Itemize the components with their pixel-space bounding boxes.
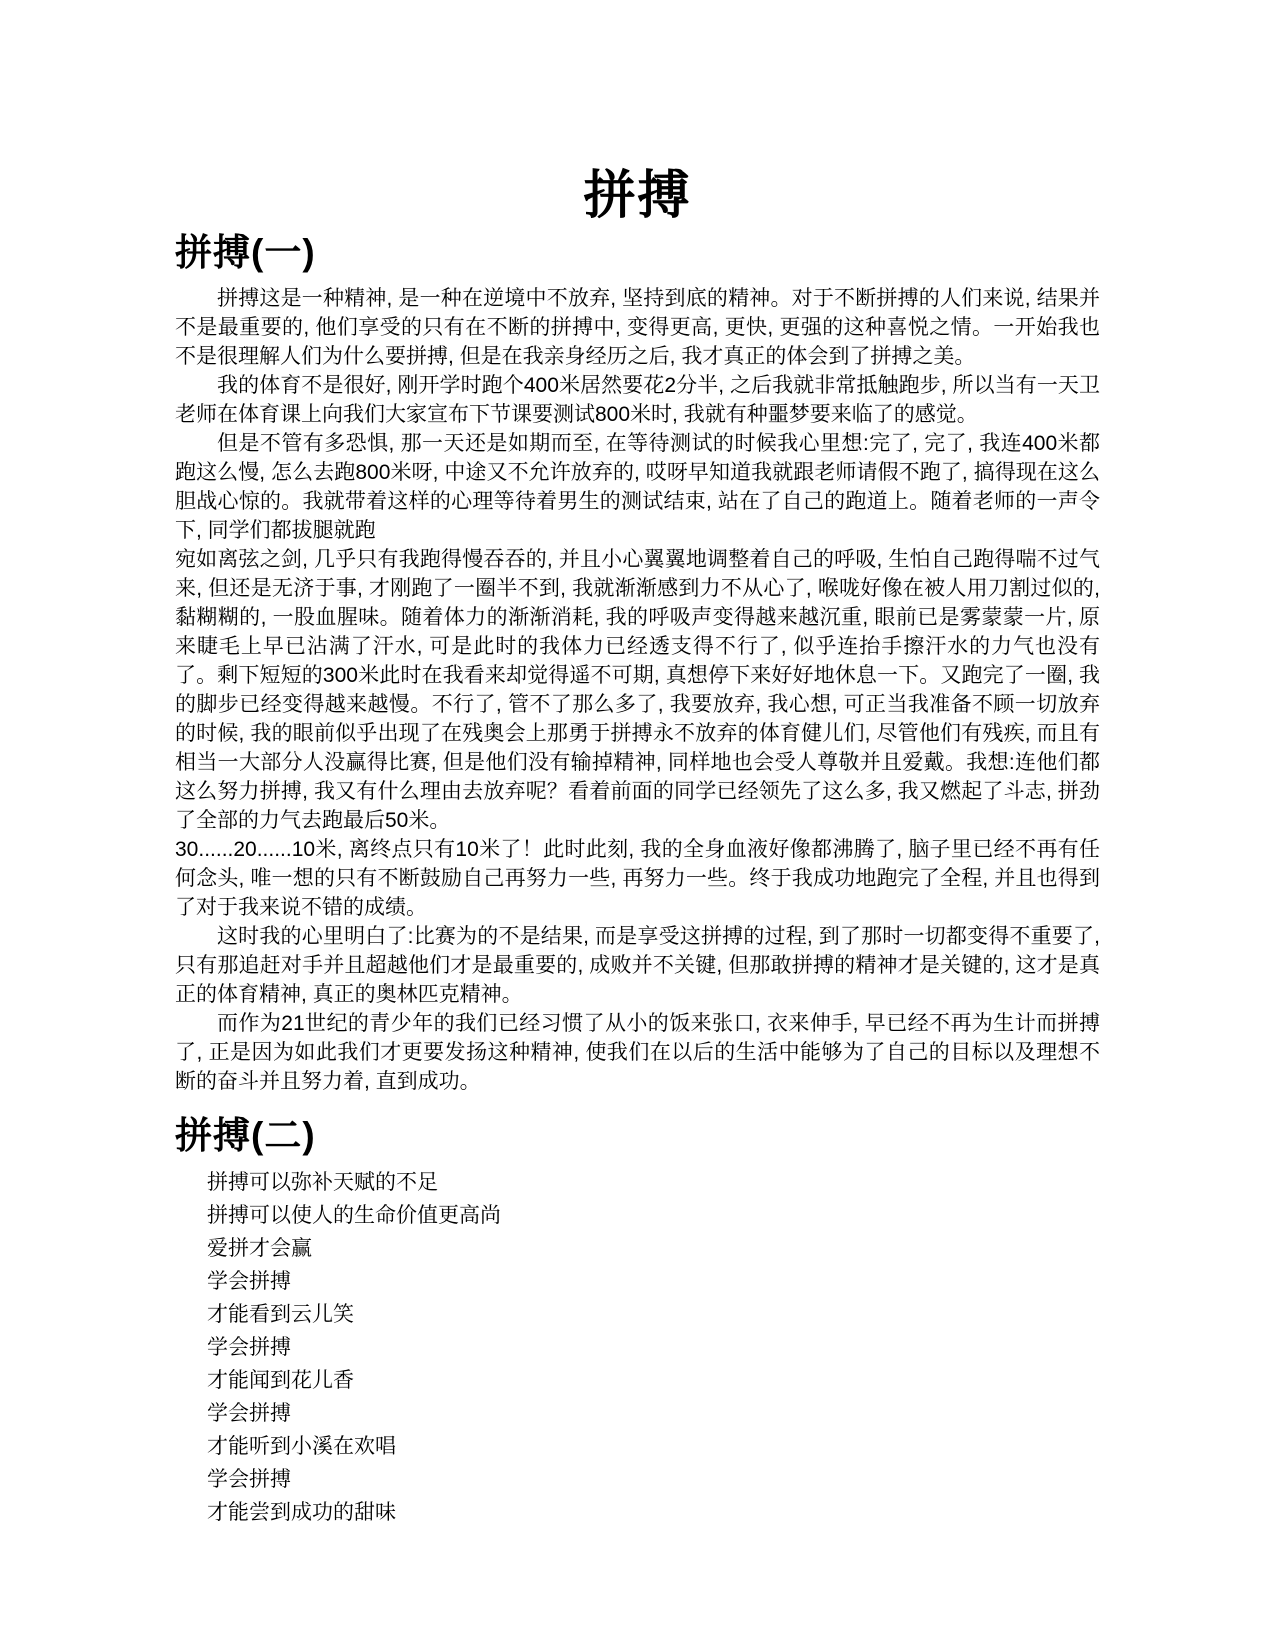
- poem-line: 学会拼搏: [207, 1401, 291, 1425]
- poem-line: 学会拼搏: [207, 1335, 291, 1359]
- poem-line: 学会拼搏: [207, 1467, 291, 1491]
- poem-line: 才能看到云儿笑: [207, 1302, 354, 1326]
- essay-paragraph: 我的体育不是很好, 刚开学时跑个400米居然要花2分半, 之后我就非常抵触跑步, 所以当有一天卫老师在体育课上向我们大家宣布下节课要测试800米时, 我就有种噩梦要来临了的感觉。: [175, 373, 1100, 426]
- poem-line: 拼搏可以使人的生命价值更高尚: [207, 1203, 501, 1227]
- essay-paragraph: 宛如离弦之剑, 几乎只有我跑得慢吞吞的, 并且小心翼翼地调整着自己的呼吸, 生怕自己跑得喘不过气来, 但还是无济于事, 才刚跑了一圈半不到, 我就渐渐感到力不从心了, 喉咙好像在被人用刀割过似的, 黏糊糊的, 一股血腥味。随着体力的渐渐消耗, 我的呼吸声变得越来越沉重, 眼前已是雾蒙蒙一片, 原来睫毛上早已沾满了汗水, 可是此时的我体力已经透支得不行了, 似乎连抬手擦汗水的力气也没有了。剩下短短的300米此时在我看来却觉得遥不可期, 真想停下来好好地休息一下。又跑完了一圈, 我的脚步已经变得越来越慢。不行了, 管不了那么多了, 我要放弃, 我心想, 可正当我准备不顾一切放弃的时候, 我的眼前似乎出现了在残奥会上那勇于拼搏永不放弃的体育健儿们, 尽管他们有残疾, 而且有相当一大部分人没赢得比赛, 但是他们没有输掉精神, 同样地也会受人尊敬并且爱戴。我想:连他们都这么努力拼搏, 我又有什么理由去放弃呢？看着前面的同学已经领先了这么多, 我又燃起了斗志, 拼劲了全部的力气去跑最后50米。: [175, 547, 1100, 832]
- poem-line: 才能闻到花儿香: [207, 1368, 354, 1392]
- essay-paragraph: 30......20......10米, 离终点只有10米了！此时此刻, 我的全身血液好像都沸腾了, 脑子里已经不再有任何念头, 唯一想的只有不断鼓励自己再努力一些, 再努力一些。终于我成功地跑完了全程, 并且也得到了对于我来说不错的成绩。: [175, 837, 1100, 919]
- poem-line: 爱拼才会赢: [207, 1236, 312, 1260]
- poem-line: 学会拼搏: [207, 1269, 291, 1293]
- essay-paragraph: 这时我的心里明白了:比赛为的不是结果, 而是享受这拼搏的过程, 到了那时一切都变得不重要了, 只有那追赶对手并且超越他们才是最重要的, 成败并不关键, 但那敢拼搏的精神才是关键的, 这才是真正的体育精神, 真正的奥林匹克精神。: [175, 924, 1100, 1006]
- section-2-heading: 拼搏(二): [175, 1114, 316, 1156]
- essay-paragraph: 拼搏这是一种精神, 是一种在逆境中不放弃, 坚持到底的精神。对于不断拼搏的人们来说, 结果并不是最重要的, 他们享受的只有在不断的拼搏中, 变得更高, 更快, 更强的这种喜悦之情。一开始我也不是很理解人们为什么要拼搏, 但是在我亲身经历之后, 我才真正的体会到了拼搏之美。: [175, 286, 1100, 368]
- section-1-heading: 拼搏(一): [175, 232, 316, 274]
- section-1-body: [175, 284, 1100, 1096]
- section-2-body: [175, 1166, 1100, 1529]
- essay-paragraph: 但是不管有多恐惧, 那一天还是如期而至, 在等待测试的时候我心里想:完了, 完了, 我连400米都跑这么慢, 怎么去跑800米呀, 中途又不允许放弃的, 哎呀早知道我就跟老师请假不跑了, 搞得现在这么胆战心惊的。我就带着这样的心理等待着男生的测试结束, 站在了自己的跑道上。随着老师的一声令下, 同学们都拔腿就跑: [175, 431, 1100, 542]
- document-title: 拼搏: [583, 167, 692, 225]
- essay-paragraph: 而作为21世纪的青少年的我们已经习惯了从小的饭来张口, 衣来伸手, 早已经不再为生计而拼搏了, 正是因为如此我们才更要发扬这种精神, 使我们在以后的生活中能够为了自己的目标以及理想不断的奋斗并且努力着, 直到成功。: [175, 1011, 1100, 1093]
- poem-line: 才能听到小溪在欢唱: [207, 1434, 396, 1458]
- poem-line: 拼搏可以弥补天赋的不足: [207, 1170, 438, 1194]
- poem-line: 才能尝到成功的甜味: [207, 1500, 396, 1524]
